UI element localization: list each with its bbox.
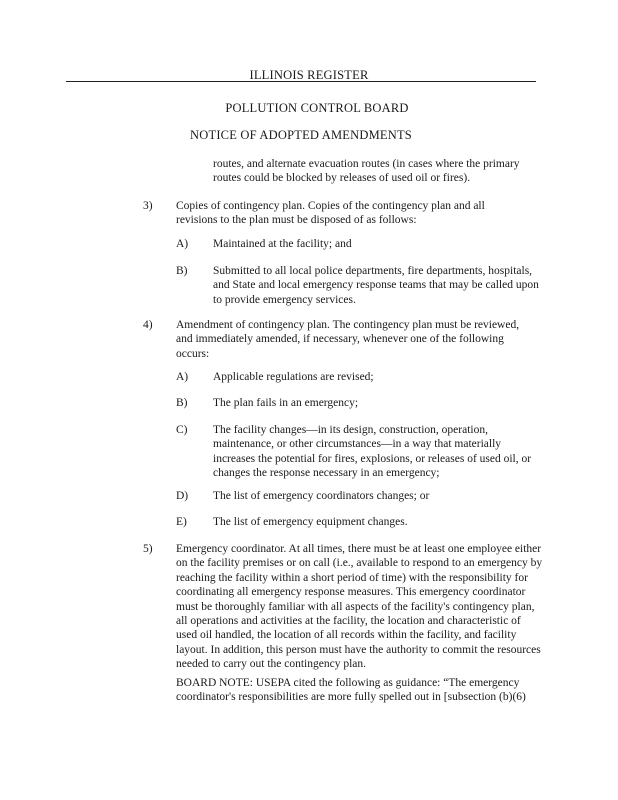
- section-4-item-d-label: D): [176, 490, 189, 502]
- section-3-item-b-label: B): [176, 265, 188, 277]
- section-4-item-e-text: The list of emergency equipment changes.: [213, 516, 408, 528]
- section-4-item-b-text: The plan fails in an emergency;: [213, 397, 359, 409]
- section-5-number: 5): [143, 543, 153, 555]
- section-3-item-a-text: Maintained at the facility; and: [213, 238, 352, 250]
- section-4-number: 4): [143, 319, 153, 331]
- section-3-number: 3): [143, 200, 153, 212]
- section-3-item-a-label: A): [176, 238, 189, 250]
- register-title: ILLINOIS REGISTER: [249, 68, 369, 82]
- board-note: BOARD NOTE: USEPA cited the following as guidance: “The emergency coordinator's responsibilities are more fully spelled out in [subsection (b)(6): [176, 677, 526, 704]
- section-4-item-a-text: Applicable regulations are revised;: [213, 371, 374, 383]
- section-4-item-c-label: C): [176, 424, 188, 436]
- section-4-item-d-text: The list of emergency coordinators changes; or: [213, 490, 430, 502]
- section-4-item-e-label: E): [176, 516, 187, 528]
- continuation-paragraph: routes, and alternate evacuation routes (in cases where the primary routes could be blocked by releases of used oil or fires).: [213, 158, 520, 185]
- section-5-text: Emergency coordinator. At all times, there must be at least one employee either on the facility premises or on call (i.e., available to respond to an emergency by reaching the facility within a short period of time) with the responsibility for coordinating all emergency response measures. This emergency coordinator must be thoroughly familiar with all aspects of the facility's contingency plan, all operations and activities at the facility, the location and characteristic of used oil handled, the location of all records within the facility, and facility layout. In addition, this person must have the authority to commit the resources needed to carry out the contingency plan.: [176, 543, 543, 671]
- section-4-item-c-text: The facility changes—in its design, construction, operation, maintenance, or other circumstances—in a way that materially increases the potential for fires, explosions, or releases of used oil, or changes the response necessary in an emergency;: [213, 424, 532, 480]
- board-title: POLLUTION CONTROL BOARD: [225, 101, 409, 115]
- section-4-item-a-label: A): [176, 371, 189, 383]
- section-4-item-b-label: B): [176, 397, 188, 409]
- section-3-item-b-text: Submitted to all local police departments, fire departments, hospitals, and State and local emergency response teams that may be called upon to provide emergency services.: [213, 265, 539, 306]
- section-3-text: Copies of contingency plan. Copies of the contingency plan and all revisions to the plan must be disposed of as follows:: [176, 200, 485, 227]
- notice-title: NOTICE OF ADOPTED AMENDMENTS: [190, 128, 412, 142]
- section-4-text: Amendment of contingency plan. The contingency plan must be reviewed, and immediately amended, if necessary, whenever one of the following occurs:: [176, 319, 520, 360]
